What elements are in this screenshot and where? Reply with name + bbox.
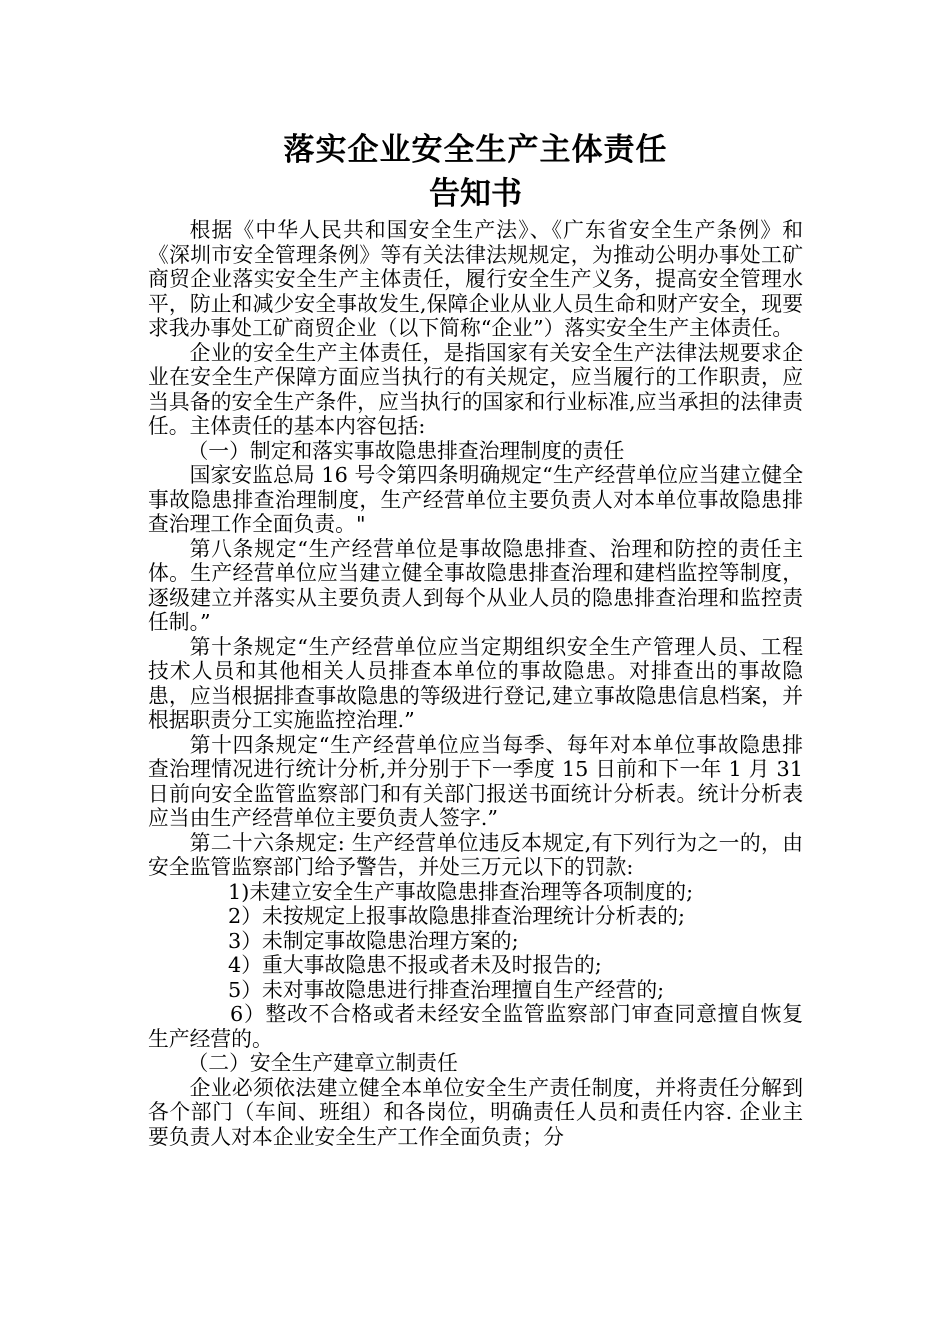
list-item: 6）整改不合格或者未经安全监管监察部门审查同意擅自恢复生产经营的。 bbox=[148, 1002, 803, 1051]
paragraph-responsibility: 企业必须依法建立健全本单位安全生产责任制度，并将责任分解到各个部门（车间、班组）和各岗位，明确责任人员和责任内容. 企业主要负责人对本企业安全生产工作全面负责；分 bbox=[148, 1075, 803, 1149]
list-item: 1)未建立安全生产事故隐患排查治理等各项制度的; bbox=[228, 879, 694, 904]
document-subtitle: 告知书 bbox=[429, 176, 522, 212]
paragraph-article-10: 第十条规定“生产经营单位应当定期组织安全生产管理人员、工程技术人员和其他相关人员排查本单位的事故隐患。对排查出的事故隐患，应当根据排查事故隐患的等级进行登记,建立事故隐患信息档案，并根据职责分工实施监控治理.” bbox=[148, 634, 803, 732]
list-item: 3）未制定事故隐患治理方案的; bbox=[228, 928, 519, 953]
paragraph-article-8: 第八条规定“生产经营单位是事故隐患排查、治理和防控的责任主体。生产经营单位应当建立健全事故隐患排查治理和建档监控等制度，逐级建立并落实从主要负责人到每个从业人员的隐患排查治理和监控责任制。” bbox=[148, 536, 803, 634]
paragraph-article-14: 第十四条规定“生产经营单位应当每季、每年对本单位事故隐患排查治理情况进行统计分析,并分别于下一季度 15 日前和下一年 1 月 31 日前向安全监管监察部门和有关部门报送书面统计分析表。统计分析表应当由生产经营单位主要负责人签字.” bbox=[148, 732, 803, 830]
document-title: 落实企业安全生产主体责任 bbox=[283, 132, 668, 168]
paragraph-intro: 根据《中华人民共和国安全生产法》、《广东省安全生产条例》和《深圳市安全管理条例》等有关法律法规规定，为推动公明办事处工矿商贸企业落实安全生产主体责任，履行安全生产义务，提高安全管理水平，防止和减少安全事故发生,保障企业从业人员生命和财产安全，现要求我办事处工矿商贸企业（以下简称“企业”）落实安全生产主体责任。 bbox=[148, 218, 803, 340]
list-item: 2）未按规定上报事故隐患排查治理统计分析表的; bbox=[228, 904, 685, 928]
paragraph-definition: 企业的安全生产主体责任，是指国家有关安全生产法律法规要求企业在安全生产保障方面应当执行的有关规定，应当履行的工作职责，应当具备的安全生产条件，应当执行的国家和行业标准,应当承担的法律责任。主体责任的基本内容包括: bbox=[148, 340, 803, 438]
document-page bbox=[148, 128, 803, 1149]
list-item: 5）未对事故隐患进行排查治理擅自生产经营的; bbox=[228, 977, 665, 1002]
section-heading-1: （一）制定和落实事故隐患排查治理制度的责任 bbox=[187, 438, 625, 463]
list-item: 4）重大事故隐患不报或者未及时报告的; bbox=[228, 953, 602, 977]
section-heading-2: （二）安全生产建章立制责任 bbox=[187, 1051, 458, 1075]
document-body bbox=[148, 218, 803, 1149]
paragraph-article-26: 第二十六条规定: 生产经营单位违反本规定,有下列行为之一的，由安全监管监察部门给予警告，并处三万元以下的罚款: bbox=[148, 830, 803, 879]
paragraph-article-4: 国家安监总局 16 号令第四条明确规定“生产经营单位应当建立健全事故隐患排查治理制度，生产经营单位主要负责人对本单位事故隐患排查治理工作全面负责。" bbox=[148, 463, 803, 536]
